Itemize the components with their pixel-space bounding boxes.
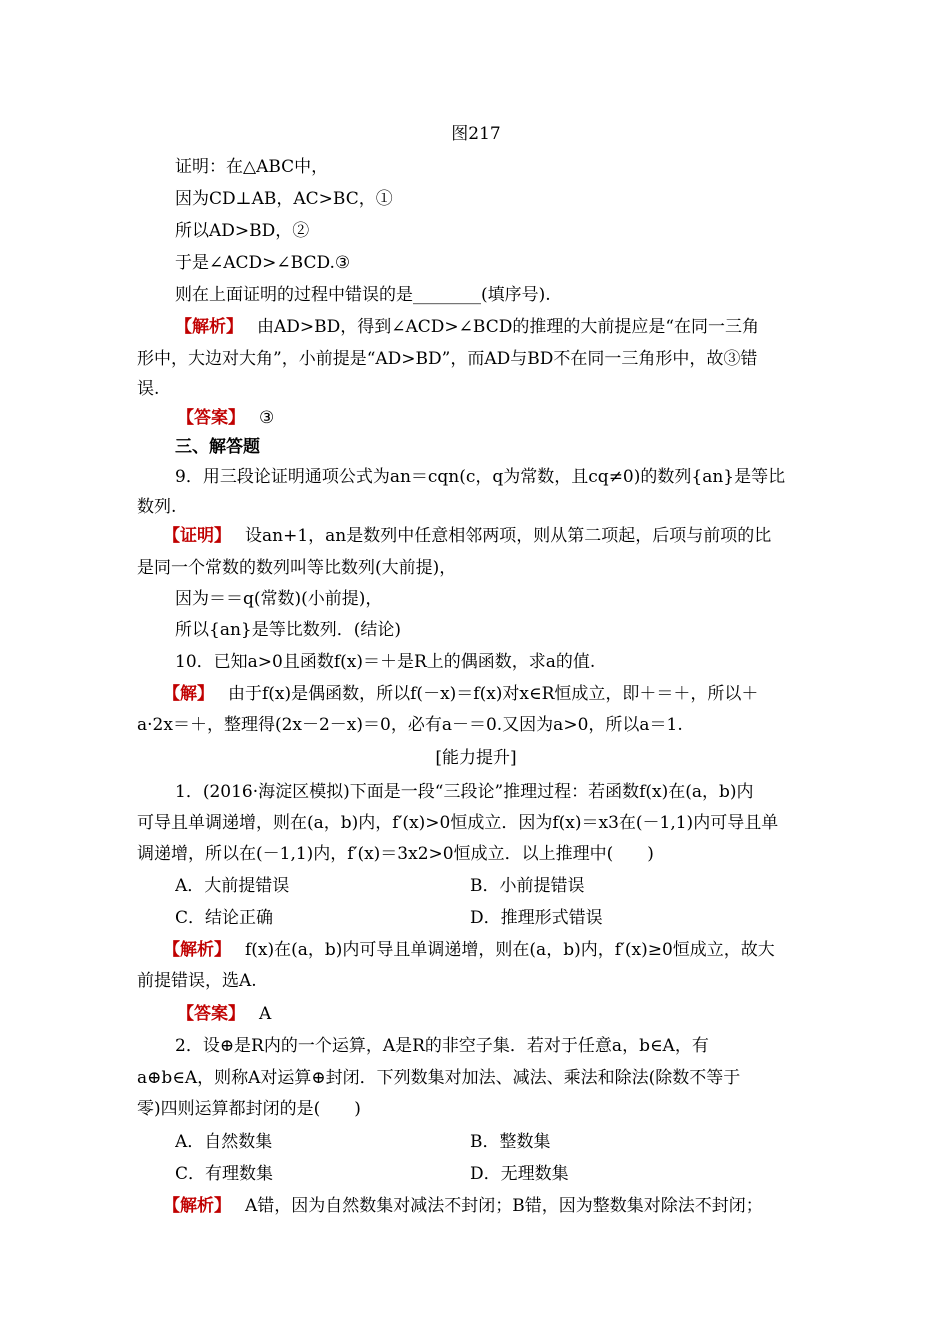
q10-solution-line-2: a·2x＝＋，整理得(2x－2－x)＝0，必有a－＝0.又因为a>0，所以a＝1. xyxy=(137,715,683,735)
section-heading: 三、解答题 xyxy=(175,437,260,457)
p1-option-b: B．小前提错误 xyxy=(470,876,585,896)
proof-line-5: 则在上面证明的过程中错误的是________(填序号). xyxy=(175,285,551,305)
q9-line-1: 9．用三段论证明通项公式为an＝cqn(c，q为常数，且cq≠0)的数列{an}是等比 xyxy=(175,467,786,487)
p1-answer-text: A xyxy=(259,1004,272,1024)
p2-options-row-2 xyxy=(175,1159,815,1189)
q10-line-1: 10．已知a>0且函数f(x)＝＋是R上的偶函数，求a的值. xyxy=(175,652,596,672)
q9-proof-text-1: 设an+1，an是数列中任意相邻两项，则从第二项起，后项与前项的比 xyxy=(245,526,772,546)
answer-tag: 【答案】 xyxy=(177,1004,245,1024)
analysis-tag: 【解析】 xyxy=(163,1196,231,1216)
proof-line-3: 所以AD>BD，② xyxy=(175,221,310,241)
p1-option-c: C．结论正确 xyxy=(175,908,274,928)
q8-analysis-line-1 xyxy=(175,312,815,342)
q10-solution-text-1: 由于f(x)是偶函数，所以f(－x)＝f(x)对x∈R恒成立，即＋＝＋，所以＋ xyxy=(228,684,759,704)
p2-line-2: a⊕b∈A，则称A对运算⊕封闭．下列数集对加法、减法、乘法和除法(除数不等于 xyxy=(137,1068,741,1088)
ability-header: [能力提升] xyxy=(435,748,517,768)
q9-line-2: 数列. xyxy=(137,497,177,517)
q9-proof-line-1 xyxy=(163,521,841,551)
q8-analysis-text-1: 由AD>BD，得到∠ACD>∠BCD的推理的大前提应是“在同一三角 xyxy=(257,317,760,337)
q9-proof-line-4: 所以{an}是等比数列．(结论) xyxy=(175,620,401,640)
q8-analysis-line-2: 形中，大边对大角”，小前提是“AD>BD”，而AD与BD不在同一三角形中，故③错 xyxy=(137,349,758,369)
p2-analysis-line-1 xyxy=(163,1191,841,1221)
p2-analysis-text-1: A错，因为自然数集对减法不封闭；B错，因为整数集对除法不封闭； xyxy=(245,1196,763,1216)
p2-option-a: A．自然数集 xyxy=(175,1132,273,1152)
p2-options-row-1 xyxy=(175,1127,815,1157)
p1-analysis-text-1: f(x)在(a，b)内可导且单调递增，则在(a，b)内，f′(x)≥0恒成立，故大 xyxy=(245,940,775,960)
proof-line-1: 证明：在△ABC中， xyxy=(175,157,329,177)
p1-analysis-line-1 xyxy=(163,935,841,965)
proof-line-2: 因为CD⊥AB，AC>BC，① xyxy=(175,189,393,209)
solution-tag: 【解】 xyxy=(163,684,214,704)
q8-answer xyxy=(177,403,855,433)
p1-line-1: 1．(2016·海淀区模拟)下面是一段“三段论”推理过程：若函数f(x)在(a，b)内 xyxy=(175,782,754,802)
p1-line-2: 可导且单调递增，则在(a，b)内，f′(x)>0恒成立．因为f(x)＝x3在(－1,1)内可导且单 xyxy=(137,813,779,833)
figure-caption: 图217 xyxy=(451,124,501,144)
analysis-tag: 【解析】 xyxy=(163,940,231,960)
answer-tag: 【答案】 xyxy=(177,408,245,428)
q9-proof-line-2: 是同一个常数的数列叫等比数列(大前提)， xyxy=(137,558,457,578)
p2-line-1: 2．设⊕是R内的一个运算，A是R的非空子集．若对于任意a，b∈A，有 xyxy=(175,1036,709,1056)
p1-line-3: 调递增，所以在(－1,1)内，f′(x)＝3x2>0恒成立．以上推理中( ) xyxy=(137,844,654,864)
p1-options-row-2 xyxy=(175,903,815,933)
p1-answer xyxy=(177,999,855,1029)
q8-answer-text: ③ xyxy=(259,408,275,428)
p1-option-a: A．大前提错误 xyxy=(175,876,290,896)
p2-option-d: D．无理数集 xyxy=(470,1164,569,1184)
q9-proof-line-3: 因为＝＝q(常数)(小前提)， xyxy=(175,589,383,609)
p2-option-b: B．整数集 xyxy=(470,1132,551,1152)
proof-tag: 【证明】 xyxy=(163,526,231,546)
p1-option-d: D．推理形式错误 xyxy=(470,908,603,928)
p2-line-3: 零)四则运算都封闭的是( ) xyxy=(137,1099,361,1119)
p1-analysis-line-2: 前提错误，选A. xyxy=(137,971,257,991)
p1-options-row-1 xyxy=(175,871,815,901)
q8-analysis-line-3: 误. xyxy=(137,379,160,399)
q10-solution-line-1 xyxy=(163,679,841,709)
analysis-tag: 【解析】 xyxy=(175,317,243,337)
p2-option-c: C．有理数集 xyxy=(175,1164,274,1184)
proof-line-4: 于是∠ACD>∠BCD.③ xyxy=(175,253,351,273)
